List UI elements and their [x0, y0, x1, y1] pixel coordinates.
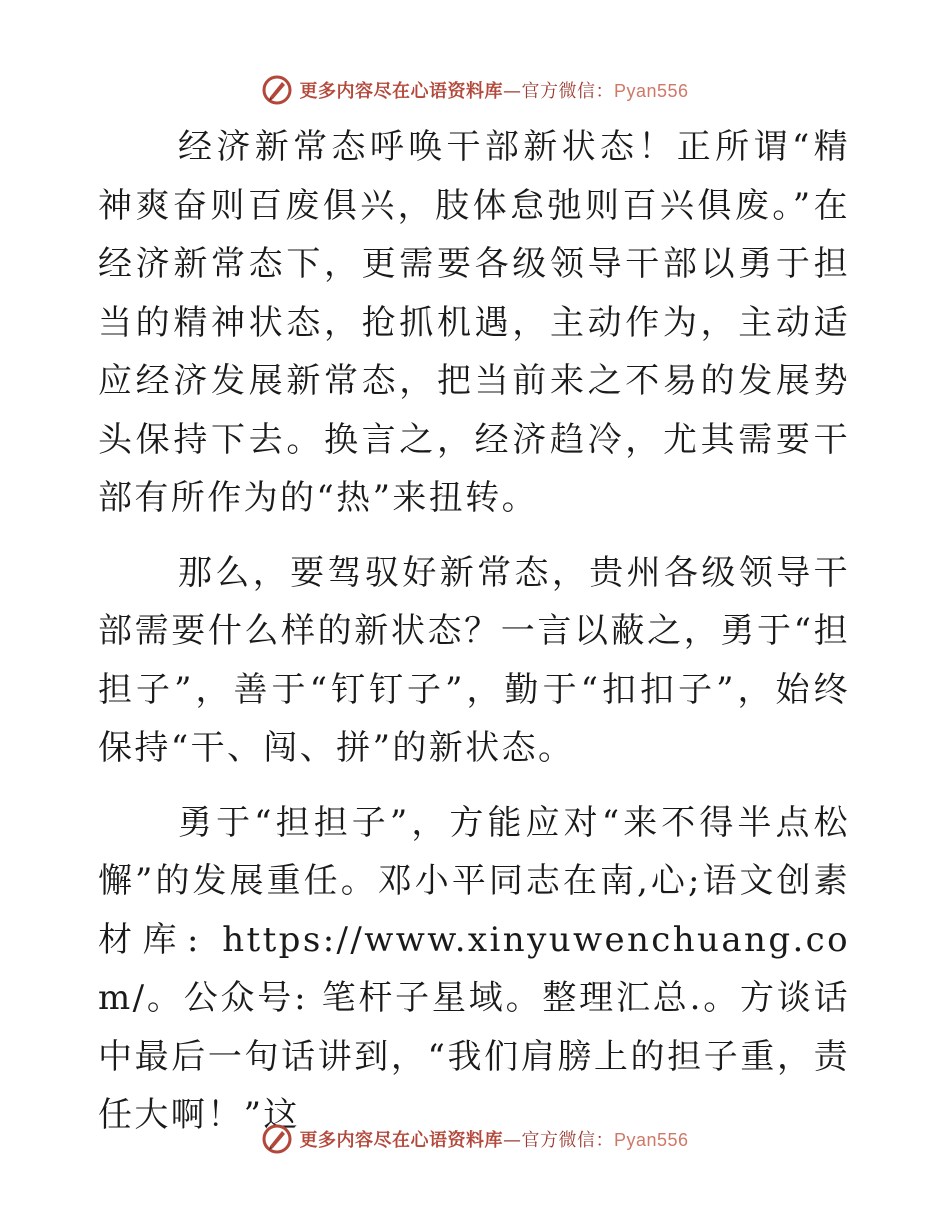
paragraph-2: 那么，要驾驭好新常态，贵州各级领导干部需要什么样的新状态？一言以蔽之，勇于“担担子”，善于“钉钉子”，勤于“扣扣子”，始终保持“干、闯、拼”的新状态。 — [98, 552, 850, 768]
pen-logo-icon — [261, 74, 293, 106]
watermark-text: 更多内容尽在心语资料库—官方微信：Pyan556 — [299, 1130, 689, 1151]
paragraph-1: 经济新常态呼唤干部新状态！正所谓“精神爽奋则百废俱兴，肢体怠弛则百兴俱废。”在经济新常态下，更需要各级领导干部以勇于担当的精神状态，抢抓机遇，主动作为，主动适应经济发展新常态，把当前来之不易的发展势头保持下去。换言之，经济趋冷，尤其需要干部有所作为的“热”来扭转。 — [98, 127, 850, 518]
footer-watermark — [0, 1119, 950, 1159]
pen-logo-icon — [261, 1123, 293, 1155]
document-body — [98, 118, 850, 1161]
paragraph-3: 勇于“担担子”，方能应对“来不得半点松懈”的发展重任。邓小平同志在南,心;语文创素材库: https://www.xinyuwenchuang.com/。公众号: 笔杆子星域。整理汇总.。方谈话中最后一句话讲到，“我们肩膀上的担子重，责任大啊！”这 — [98, 802, 850, 1135]
header-watermark — [0, 70, 950, 110]
watermark-text: 更多内容尽在心语资料库—官方微信：Pyan556 — [299, 81, 689, 102]
